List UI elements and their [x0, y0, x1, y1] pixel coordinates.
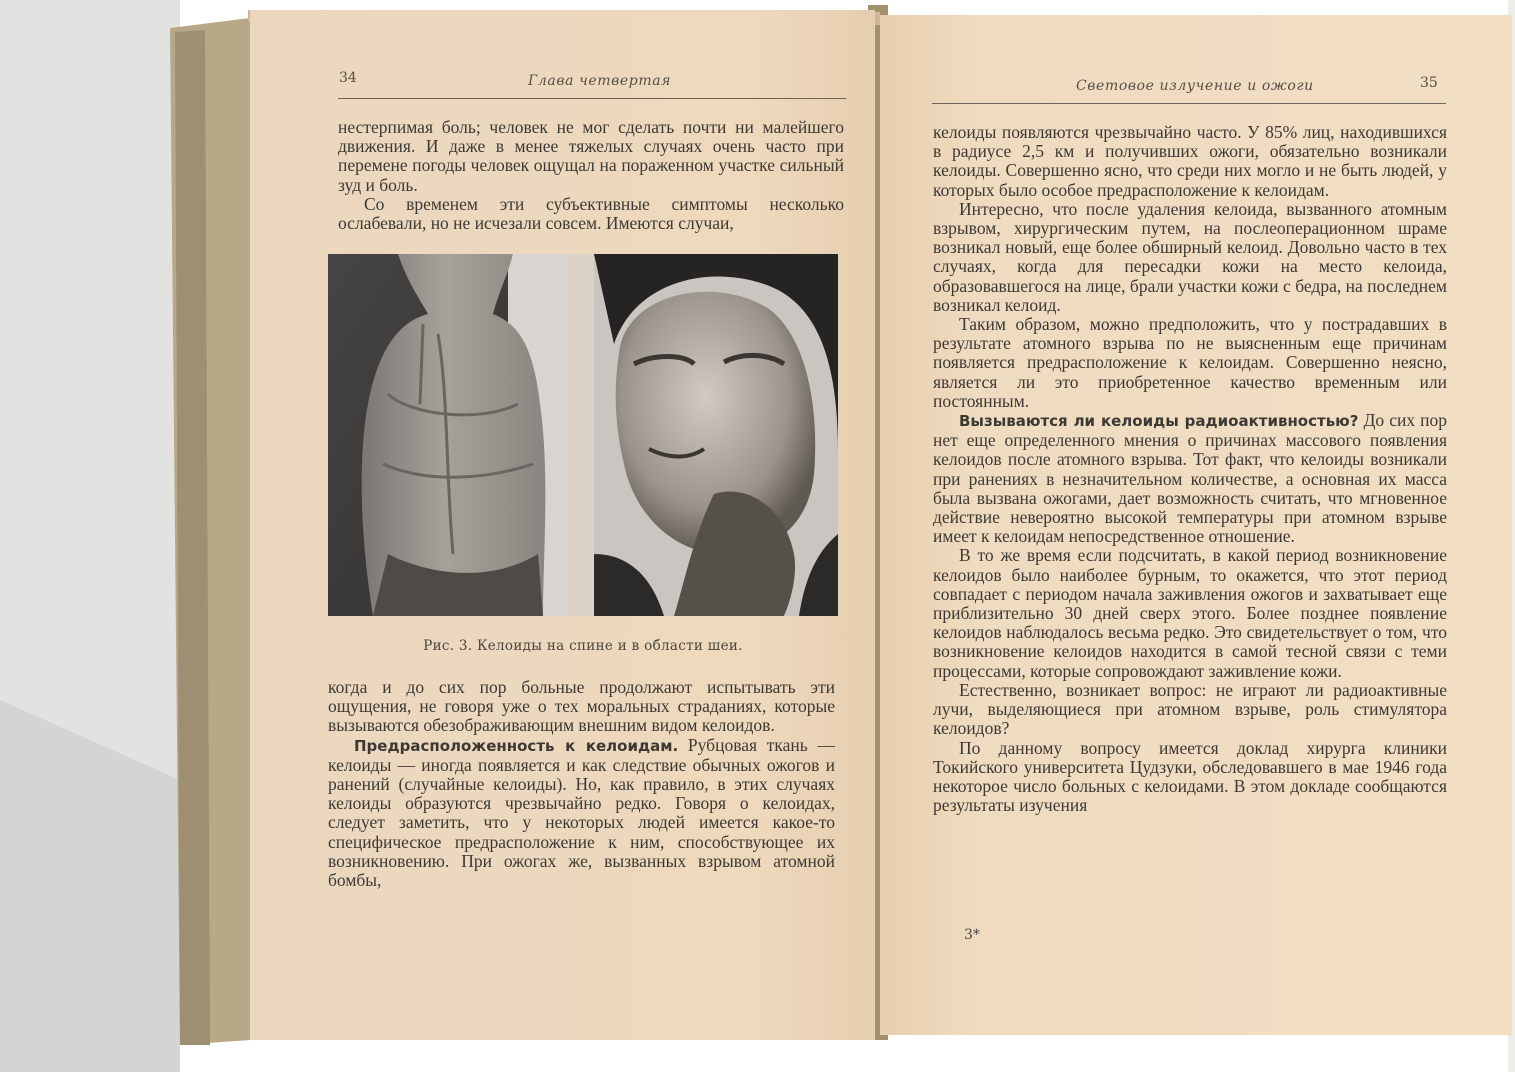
page-number: 35	[1420, 75, 1438, 91]
paragraph-text: Рубцовая ткань — келоиды — иногда появляется и как следствие обычных ожогов и ранений (случайные келоиды). Но, как правило, в этих случаях келоиды образуются чрезвычайно редко. Говоря о келоидах, следует заметить, что у некоторых людей имеется какое-то специфическое предрасположение к ним, способствующее их возникновению. При ожогах же, вызванных взрывом атомной бомбы,	[328, 734, 835, 891]
paragraph: нестерпимая боль; человек не мог сделать почти ни малейшего движения. И даже в менее тяжелых случаях очень часто при перемене погоды человек ощущал на пораженном участке сильный зуд и боль.	[338, 117, 844, 195]
text-block-top	[338, 118, 844, 233]
figure-photographs	[328, 254, 838, 616]
text-block	[933, 123, 1447, 815]
paragraph: келоиды появляются чрезвычайно часто. У 85% лиц, находившихся в радиусе 2,5 км и получивших ожоги, обязательно возникали келоиды. Совершенно ясно, что среди них могло и не быть людей, у которых было особое предрасположение к келоидам.	[933, 122, 1447, 200]
left-page	[250, 10, 875, 1040]
right-page	[880, 15, 1512, 1035]
paragraph: Интересно, что после удаления келоида, вызванного атомным взрывом, хирургическим путем, на послеоперационном шраме возникал новый, еще более обширный келоид. Довольно часто в тех случаях, когда для пересадки кожи на место келоида, образовавшегося на лице, брали участки кожи с бедра, на последнем возникал келоид.	[933, 198, 1447, 315]
running-head: Глава четвертая	[528, 73, 672, 89]
paragraph-text: До сих пор нет еще определенного мнения о причинах массового появления келоидов после атомного взрыва. Тот факт, что келоиды возникали при ранениях в незначительном количестве, а основная их масса была вызвана ожогами, дает возможность считать, что мгновенное действие невероятно высокой температуры при атомном взрыве имеет к келоидам непосредственное отношение.	[933, 410, 1447, 547]
paragraph: Со временем эти субъективные симптомы несколько ослабевали, но не исчезали совсем. Имеются случаи,	[338, 193, 844, 234]
page-number: 34	[339, 70, 357, 86]
paragraph: В то же время если подсчитать, в какой период возникновение келоидов было наиболее бурным, то окажется, что этот период совпадает с периодом начала заживления ожогов и захватывает еще приблизительно 30 дней сверх этого. Более позднее появление келоидов наблюдалось весьма редко. Это свидетельствует о том, что возникновение келоидов находится в самой тесной связи с теми процессами, которые сопровождают заживление кожи.	[933, 545, 1447, 681]
signature-mark: 3*	[964, 927, 980, 943]
paragraph: Естественно, возникает вопрос: не играют ли радиоактивные лучи, выделяющиеся при атомном взрыве, роль стимулятора келоидов?	[933, 679, 1447, 739]
paragraph: Таким образом, можно предположить, что у пострадавших в результате атомного взрыва по не выясненным еще причинам появляется предрасположение к келоидам. Совершенно неясно, является ли это приобретенное качество временным или постоянным.	[933, 314, 1447, 411]
photo-back-keloids	[328, 254, 570, 616]
text-block-bottom	[328, 678, 835, 890]
section-heading: Предрасположенность к келоидам.	[354, 736, 679, 755]
photo-face-neck-keloids	[594, 254, 838, 616]
figure-caption: Рис. 3. Келоиды на спине и в области шеи.	[423, 638, 743, 654]
paragraph: когда и до сих пор больные продолжают испытывать эти ощущения, не говоря уже о тех моральных страданиях, которые вызываются обезображивающим внешним видом келоидов.	[328, 677, 835, 736]
running-head: Световое излучение и ожоги	[1076, 78, 1314, 94]
header-rule	[932, 103, 1446, 104]
paragraph	[328, 736, 835, 891]
paragraph	[933, 411, 1447, 546]
section-heading: Вызываются ли келоиды радиоактивностью?	[959, 412, 1359, 431]
header-rule	[338, 98, 846, 99]
paragraph: По данному вопросу имеется доклад хирурга клиники Токийского университета Цудзуки, обследовавшего в мае 1946 года некоторое число больных с келоидами. В этом докладе сообщаются результаты изучения	[933, 737, 1447, 816]
